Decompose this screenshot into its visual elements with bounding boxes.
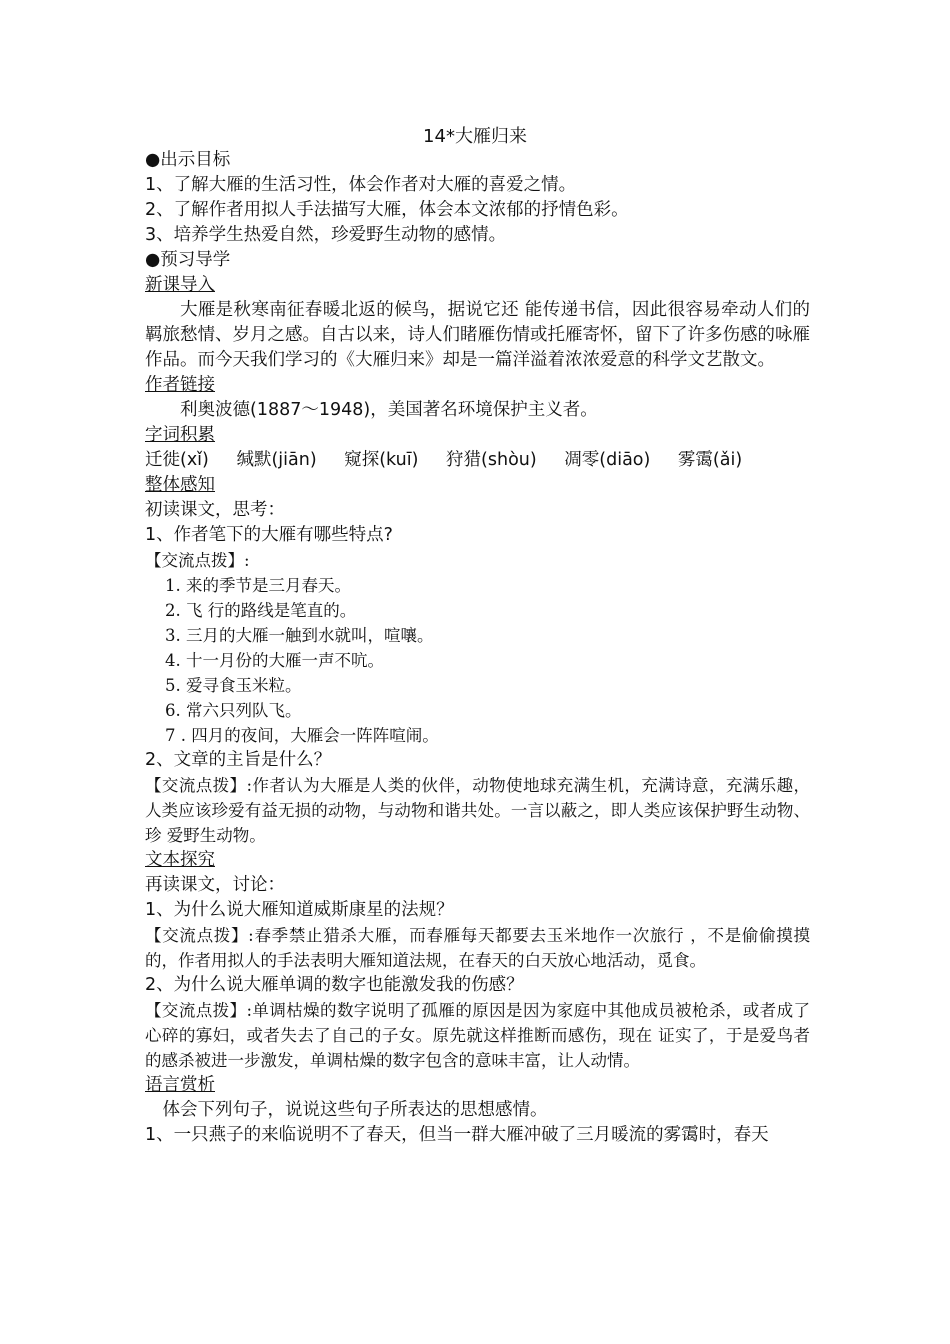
- feature-point: 7 . 四月的夜间，大雁会一阵阵喧闹。: [165, 726, 439, 745]
- explore-heading: 文本探究: [145, 850, 215, 870]
- vocab-word: 窥探(kuī): [344, 450, 419, 470]
- feature-point: 1. 来的季节是三月春天。: [165, 576, 351, 595]
- author-heading: 作者链接: [145, 375, 215, 395]
- vocab-heading: 字词积累: [145, 425, 215, 445]
- explore-prompt: 再读课文，讨论：: [145, 875, 285, 895]
- vocab-word: 缄默(jiān): [236, 450, 317, 470]
- objective-item: 1、了解大雁的生活习性，体会作者对大雁的喜爱之情。: [145, 175, 577, 195]
- intro-paragraph: 大雁是秋寒南征春暖北返的候鸟，据说它还 能传递书信，因此很容易牵动人们的羁旅愁情、岁月之感。自古以来，诗人们睹雁伤情或托雁寄怀，留下了许多伤感的咏雁作品。而今天我们学习的《大雁归来》却是一篇洋溢着浓浓爱意的科学文艺散文。: [145, 300, 810, 370]
- tip-label: 【交流点拨】:: [145, 551, 250, 570]
- feature-point: 4. 十一月份的大雁一声不吭。: [165, 651, 384, 670]
- overall-question-1: 1、作者笔下的大雁有哪些特点?: [145, 525, 393, 545]
- feature-point: 3. 三月的大雁一触到水就叫，喧嚷。: [165, 626, 434, 645]
- vocab-word: 雾霭(ǎi): [677, 450, 743, 470]
- feature-point: 6. 常六只列队飞。: [165, 701, 302, 720]
- overall-prompt: 初读课文，思考：: [145, 500, 285, 520]
- intro-heading: 新课导入: [145, 275, 215, 295]
- document-body: [145, 148, 810, 1148]
- objectives-heading: ●出示目标: [145, 150, 231, 170]
- language-prompt: 体会下列句子，说说这些句子所表达的思想感情。: [162, 1100, 548, 1120]
- overall-question-2: 2、文章的主旨是什么？: [145, 750, 332, 770]
- explore-question-1: 1、为什么说大雁知道威斯康星的法规？: [145, 900, 454, 920]
- explore-answer-1: 【交流点拨】:春季禁止猎杀大雁，而春雁每天都要去玉米地作一次旅行 ，不是偷偷摸摸的，作者用拟人的手法表明大雁知道法规，在春天的白天放心地活动，觅食。: [145, 926, 810, 970]
- feature-point: 5. 爱寻食玉米粒。: [165, 676, 302, 695]
- vocab-word: 狩猎(shòu): [446, 450, 537, 470]
- language-heading: 语言赏析: [145, 1075, 215, 1095]
- objective-item: 2、了解作者用拟人手法描写大雁，体会本文浓郁的抒情色彩。: [145, 200, 629, 220]
- overall-heading: 整体感知: [145, 475, 215, 495]
- feature-point: 2. 飞 行的路线是笔直的。: [165, 601, 357, 620]
- vocab-word-list: [145, 448, 810, 473]
- explore-question-2: 2、为什么说大雁单调的数字也能激发我的伤感？: [145, 975, 524, 995]
- preview-heading: ●预习导学: [145, 250, 231, 270]
- language-question-1: 1、一只燕子的来临说明不了春天，但当一群大雁冲破了三月暖流的雾霭时，春天: [145, 1125, 769, 1145]
- document-title: 14*大雁归来: [423, 126, 527, 147]
- explore-answer-2: 【交流点拨】:单调枯燥的数字说明了孤雁的原因是因为家庭中其他成员被枪杀，或者成了心碎的寡妇，或者失去了自己的子女。原先就这样推断而感伤，现在 证实了，于是爱鸟者的感杀被进一步激发，单调枯燥的数字包含的意味丰富，让人动情。: [145, 1001, 810, 1070]
- overall-answer-2: 【交流点拨】:作者认为大雁是人类的伙伴，动物使地球充满生机，充满诗意，充满乐趣，人类应该珍爱有益无损的动物，与动物和谐共处。一言以蔽之，即人类应该保护野生动物、珍 爱野生动物。: [145, 776, 810, 845]
- vocab-word: 迁徙(xǐ): [145, 450, 209, 470]
- author-paragraph: 利奥波德(1887～1948)，美国著名环境保护主义者。: [180, 400, 598, 420]
- vocab-word: 凋零(diāo): [564, 450, 651, 470]
- objective-item: 3、培养学生热爱自然，珍爱野生动物的感情。: [145, 225, 507, 245]
